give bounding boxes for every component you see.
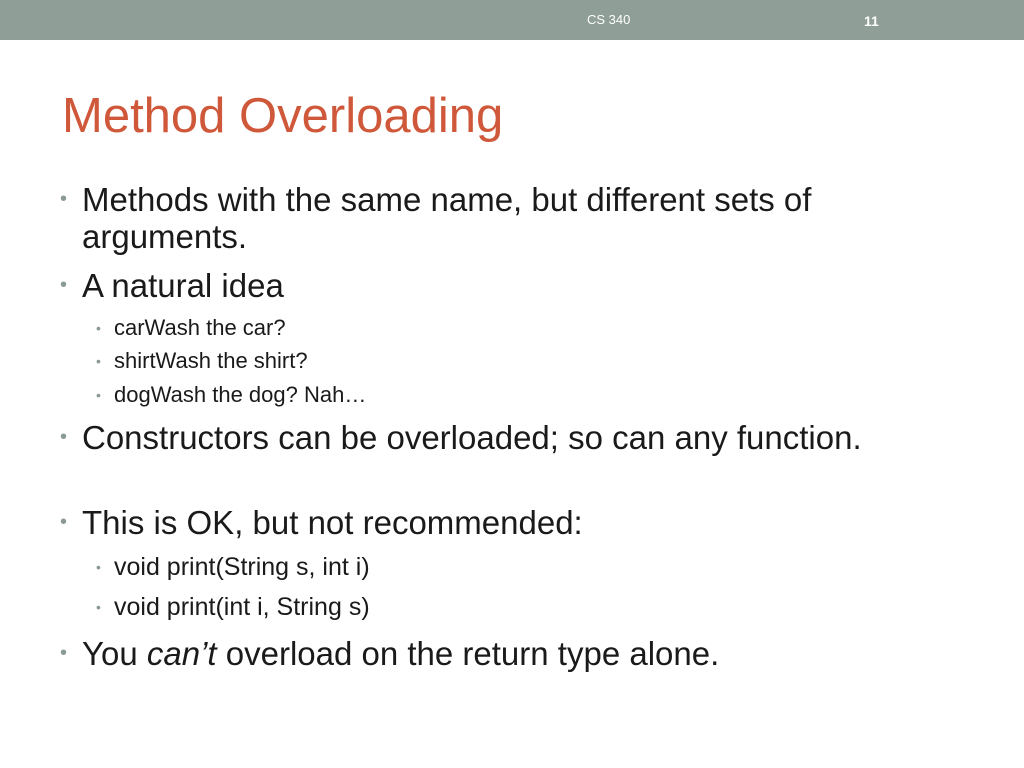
sub-bullet-icon: • <box>96 599 101 615</box>
sub-bullet-icon: • <box>96 353 101 369</box>
slide-title: Method Overloading <box>62 89 504 143</box>
sub-list-item: carWash the car? <box>114 315 286 340</box>
sub-list-item: void print(int i, String s) <box>114 593 370 621</box>
text-after: overload on the return type alone. <box>216 635 720 672</box>
text-before: You <box>82 635 147 672</box>
bullet-icon: • <box>60 642 68 664</box>
sub-bullet-icon: • <box>96 559 101 575</box>
sub-bullet-icon: • <box>96 320 101 336</box>
sub-bullet-icon: • <box>96 387 101 403</box>
list-item: This is OK, but not recommended: <box>82 504 583 541</box>
sub-list-item: shirtWash the shirt? <box>114 348 308 373</box>
sub-list-item: void print(String s, int i) <box>114 553 370 581</box>
slide-number: 11 <box>864 13 879 29</box>
emphasis-text: can’t <box>146 635 217 672</box>
list-item: A natural idea <box>82 267 284 304</box>
bullet-icon: • <box>60 426 68 448</box>
course-label: CS 340 <box>587 12 631 27</box>
list-item: Methods with the same name, but different sets of arguments. <box>82 181 812 255</box>
sub-list-item: dogWash the dog? Nah… <box>114 382 367 407</box>
bullet-icon: • <box>60 274 68 296</box>
list-item <box>82 635 942 672</box>
bullet-icon: • <box>60 188 68 210</box>
list-item: Constructors can be overloaded; so can any function. <box>82 419 862 456</box>
bullet-icon: • <box>60 511 68 533</box>
